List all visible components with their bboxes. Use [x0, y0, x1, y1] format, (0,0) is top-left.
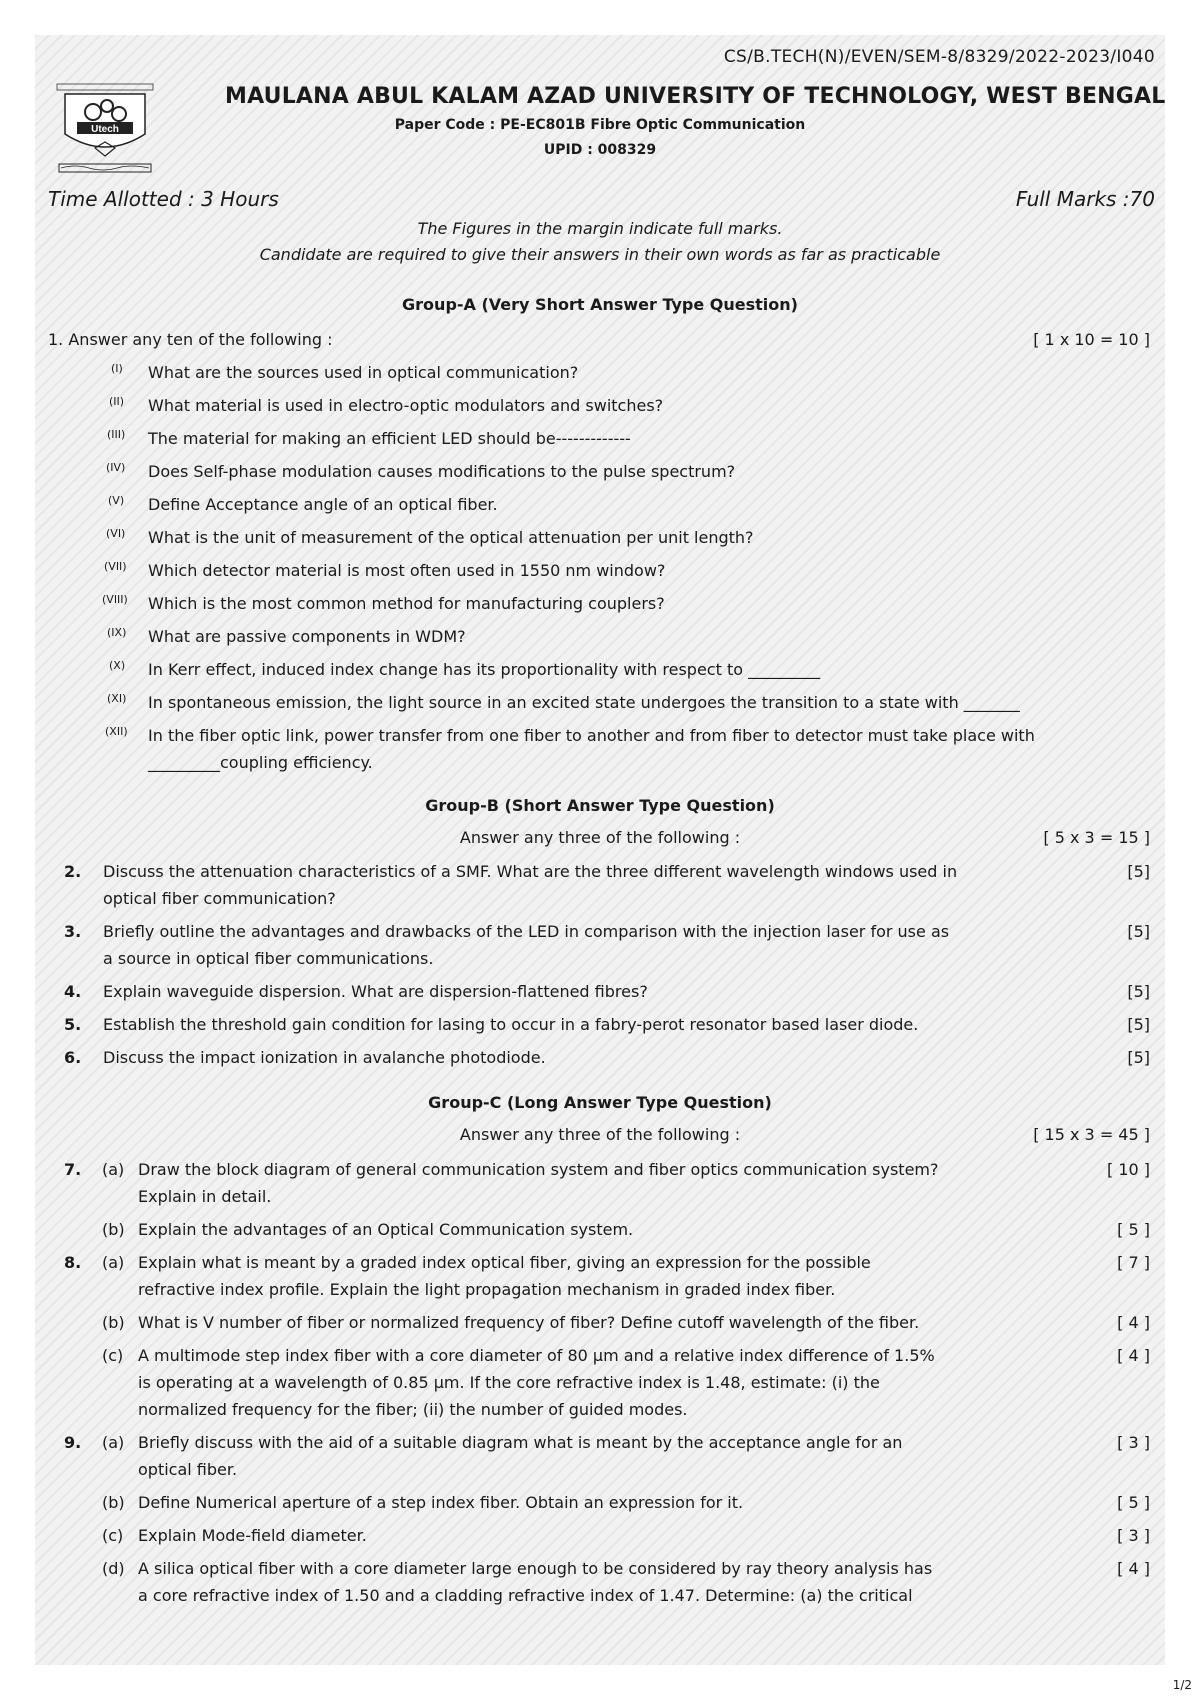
group-c-prompt: Answer any three of the following :	[459, 1125, 741, 1144]
question-marks: [ 3 ]	[1117, 1433, 1150, 1452]
page-number: 1/2	[1172, 1678, 1192, 1692]
sub-question-label: (d)	[102, 1559, 125, 1578]
question-number: 7.	[64, 1160, 82, 1179]
question-text: Does Self-phase modulation causes modifications to the pulse spectrum?	[148, 462, 736, 481]
question-text: Which detector material is most often used in 1550 nm window?	[148, 561, 666, 580]
document-code: CS/B.TECH(N)/EVEN/SEM-8/8329/2022-2023/I040	[723, 47, 1155, 67]
question-text: What are passive components in WDM?	[148, 627, 466, 646]
question-marks: [ 4 ]	[1117, 1559, 1150, 1578]
question-text-continued: _________coupling efficiency.	[148, 753, 373, 772]
instruction-marks: The Figures in the margin indicate full marks.	[417, 219, 783, 238]
question-text-continued: is operating at a wavelength of 0.85 µm. If the core refractive index is 1.48, estimate: (i) the	[138, 1373, 880, 1392]
sub-question-label: (b)	[102, 1220, 125, 1239]
question-text: A silica optical fiber with a core diameter large enough to be considered by ray theory analysis has	[138, 1559, 933, 1578]
question-text: Draw the block diagram of general communication system and fiber optics communication system?	[138, 1160, 939, 1179]
time-allotted: Time Allotted : 3 Hours	[48, 187, 279, 211]
question-text-continued: a core refractive index of 1.50 and a cladding refractive index of 1.47. Determine: (a) the critical	[138, 1586, 913, 1605]
watermark-background	[35, 35, 1165, 1665]
sub-question-label: (b)	[102, 1313, 125, 1332]
question-marks: [ 4 ]	[1117, 1313, 1150, 1332]
question-number: 8.	[64, 1253, 82, 1272]
group-b-prompt: Answer any three of the following :	[459, 828, 741, 847]
group-a-prompt: 1. Answer any ten of the following :	[48, 330, 333, 349]
question-text: Explain what is meant by a graded index optical fiber, giving an expression for the possible	[138, 1253, 871, 1272]
question-text-continued: refractive index profile. Explain the light propagation mechanism in graded index fiber.	[138, 1280, 836, 1299]
question-text: What is V number of fiber or normalized frequency of fiber? Define cutoff wavelength of the fiber.	[138, 1313, 920, 1332]
sub-question-label: (a)	[102, 1433, 125, 1452]
question-number: (V)	[108, 494, 125, 507]
paper-code: Paper Code : PE-EC801B Fibre Optic Communication	[394, 117, 806, 133]
question-text: In the fiber optic link, power transfer from one fiber to another and from fiber to detector must take place with	[148, 726, 1035, 745]
group-a-marks: [ 1 x 10 = 10 ]	[1033, 330, 1150, 349]
question-number: (VI)	[106, 527, 126, 540]
question-text-continued: optical fiber communication?	[103, 889, 336, 908]
question-text: Explain the advantages of an Optical Communication system.	[138, 1220, 634, 1239]
question-text: Define Numerical aperture of a step index fiber. Obtain an expression for it.	[138, 1493, 744, 1512]
question-number: (I)	[111, 362, 123, 375]
question-text-continued: Explain in detail.	[138, 1187, 272, 1206]
question-number: 2.	[64, 862, 82, 881]
group-a-title: Group-A (Very Short Answer Type Question)	[402, 295, 798, 314]
instruction-answers: Candidate are required to give their answers in their own words as far as practicable	[259, 245, 941, 264]
question-number: (IV)	[106, 461, 126, 474]
question-number: (VIII)	[102, 593, 128, 606]
question-text: Discuss the impact ionization in avalanche photodiode.	[103, 1048, 546, 1067]
sub-question-label: (c)	[102, 1346, 124, 1365]
question-number: 6.	[64, 1048, 82, 1067]
sub-question-label: (c)	[102, 1526, 124, 1545]
question-number: 9.	[64, 1433, 82, 1452]
university-name: MAULANA ABUL KALAM AZAD UNIVERSITY OF TECHNOLOGY, WEST BENGAL	[225, 84, 1166, 109]
question-text-continued: a source in optical fiber communications.	[103, 949, 434, 968]
question-text: Which is the most common method for manufacturing couplers?	[148, 594, 665, 613]
question-number: 5.	[64, 1015, 82, 1034]
sub-question-label: (a)	[102, 1253, 125, 1272]
question-marks: [5]	[1127, 1048, 1150, 1067]
sub-question-label: (b)	[102, 1493, 125, 1512]
question-number: (VII)	[104, 560, 127, 573]
full-marks: Full Marks :70	[1015, 187, 1155, 211]
question-text: In Kerr effect, induced index change has its proportionality with respect to _________	[148, 660, 821, 679]
question-text: In spontaneous emission, the light source in an excited state undergoes the transition to a state with _______	[148, 693, 1020, 712]
question-number: (III)	[107, 428, 126, 441]
question-marks: [5]	[1127, 982, 1150, 1001]
question-text: Briefly discuss with the aid of a suitable diagram what is meant by the acceptance angle for an	[138, 1433, 903, 1452]
group-b-marks: [ 5 x 3 = 15 ]	[1043, 828, 1150, 847]
upid: UPID : 008329	[543, 142, 657, 158]
question-marks: [ 5 ]	[1117, 1493, 1150, 1512]
question-text: Discuss the attenuation characteristics of a SMF. What are the three different wavelength windows used in	[103, 862, 958, 881]
question-marks: [ 10 ]	[1106, 1160, 1150, 1179]
question-number: (XI)	[107, 692, 127, 705]
question-marks: [ 7 ]	[1117, 1253, 1150, 1272]
question-number: (XII)	[105, 725, 128, 738]
question-text: What is the unit of measurement of the optical attenuation per unit length?	[148, 528, 754, 547]
question-text: Establish the threshold gain condition for lasing to occur in a fabry-perot resonator based laser diode.	[103, 1015, 919, 1034]
question-marks: [5]	[1127, 922, 1150, 941]
question-marks: [ 5 ]	[1117, 1220, 1150, 1239]
question-text: A multimode step index fiber with a core diameter of 80 µm and a relative index difference of 1.5%	[138, 1346, 935, 1365]
question-marks: [ 3 ]	[1117, 1526, 1150, 1545]
question-number: 4.	[64, 982, 82, 1001]
question-text: The material for making an efficient LED should be-------------	[148, 429, 631, 448]
question-number: (IX)	[107, 626, 127, 639]
question-text-continued: normalized frequency for the fiber; (ii) the number of guided modes.	[138, 1400, 688, 1419]
question-text: What are the sources used in optical communication?	[148, 363, 579, 382]
sub-question-label: (a)	[102, 1160, 125, 1179]
question-marks: [ 4 ]	[1117, 1346, 1150, 1365]
question-number: (II)	[109, 395, 125, 408]
question-number: 3.	[64, 922, 82, 941]
question-text: Explain waveguide dispersion. What are dispersion-flattened fibres?	[103, 982, 648, 1001]
question-number: (X)	[109, 659, 126, 672]
question-text: Briefly outline the advantages and drawbacks of the LED in comparison with the injection laser for use as	[103, 922, 950, 941]
question-text: Define Acceptance angle of an optical fiber.	[148, 495, 498, 514]
question-marks: [5]	[1127, 862, 1150, 881]
group-c-marks: [ 15 x 3 = 45 ]	[1033, 1125, 1150, 1144]
logo-label: Utech	[91, 124, 119, 135]
question-text: What material is used in electro-optic modulators and switches?	[148, 396, 664, 415]
question-text-continued: optical fiber.	[138, 1460, 238, 1479]
group-c-title: Group-C (Long Answer Type Question)	[428, 1093, 772, 1112]
group-b-title: Group-B (Short Answer Type Question)	[425, 796, 775, 815]
question-text: Explain Mode-field diameter.	[138, 1526, 367, 1545]
question-marks: [5]	[1127, 1015, 1150, 1034]
